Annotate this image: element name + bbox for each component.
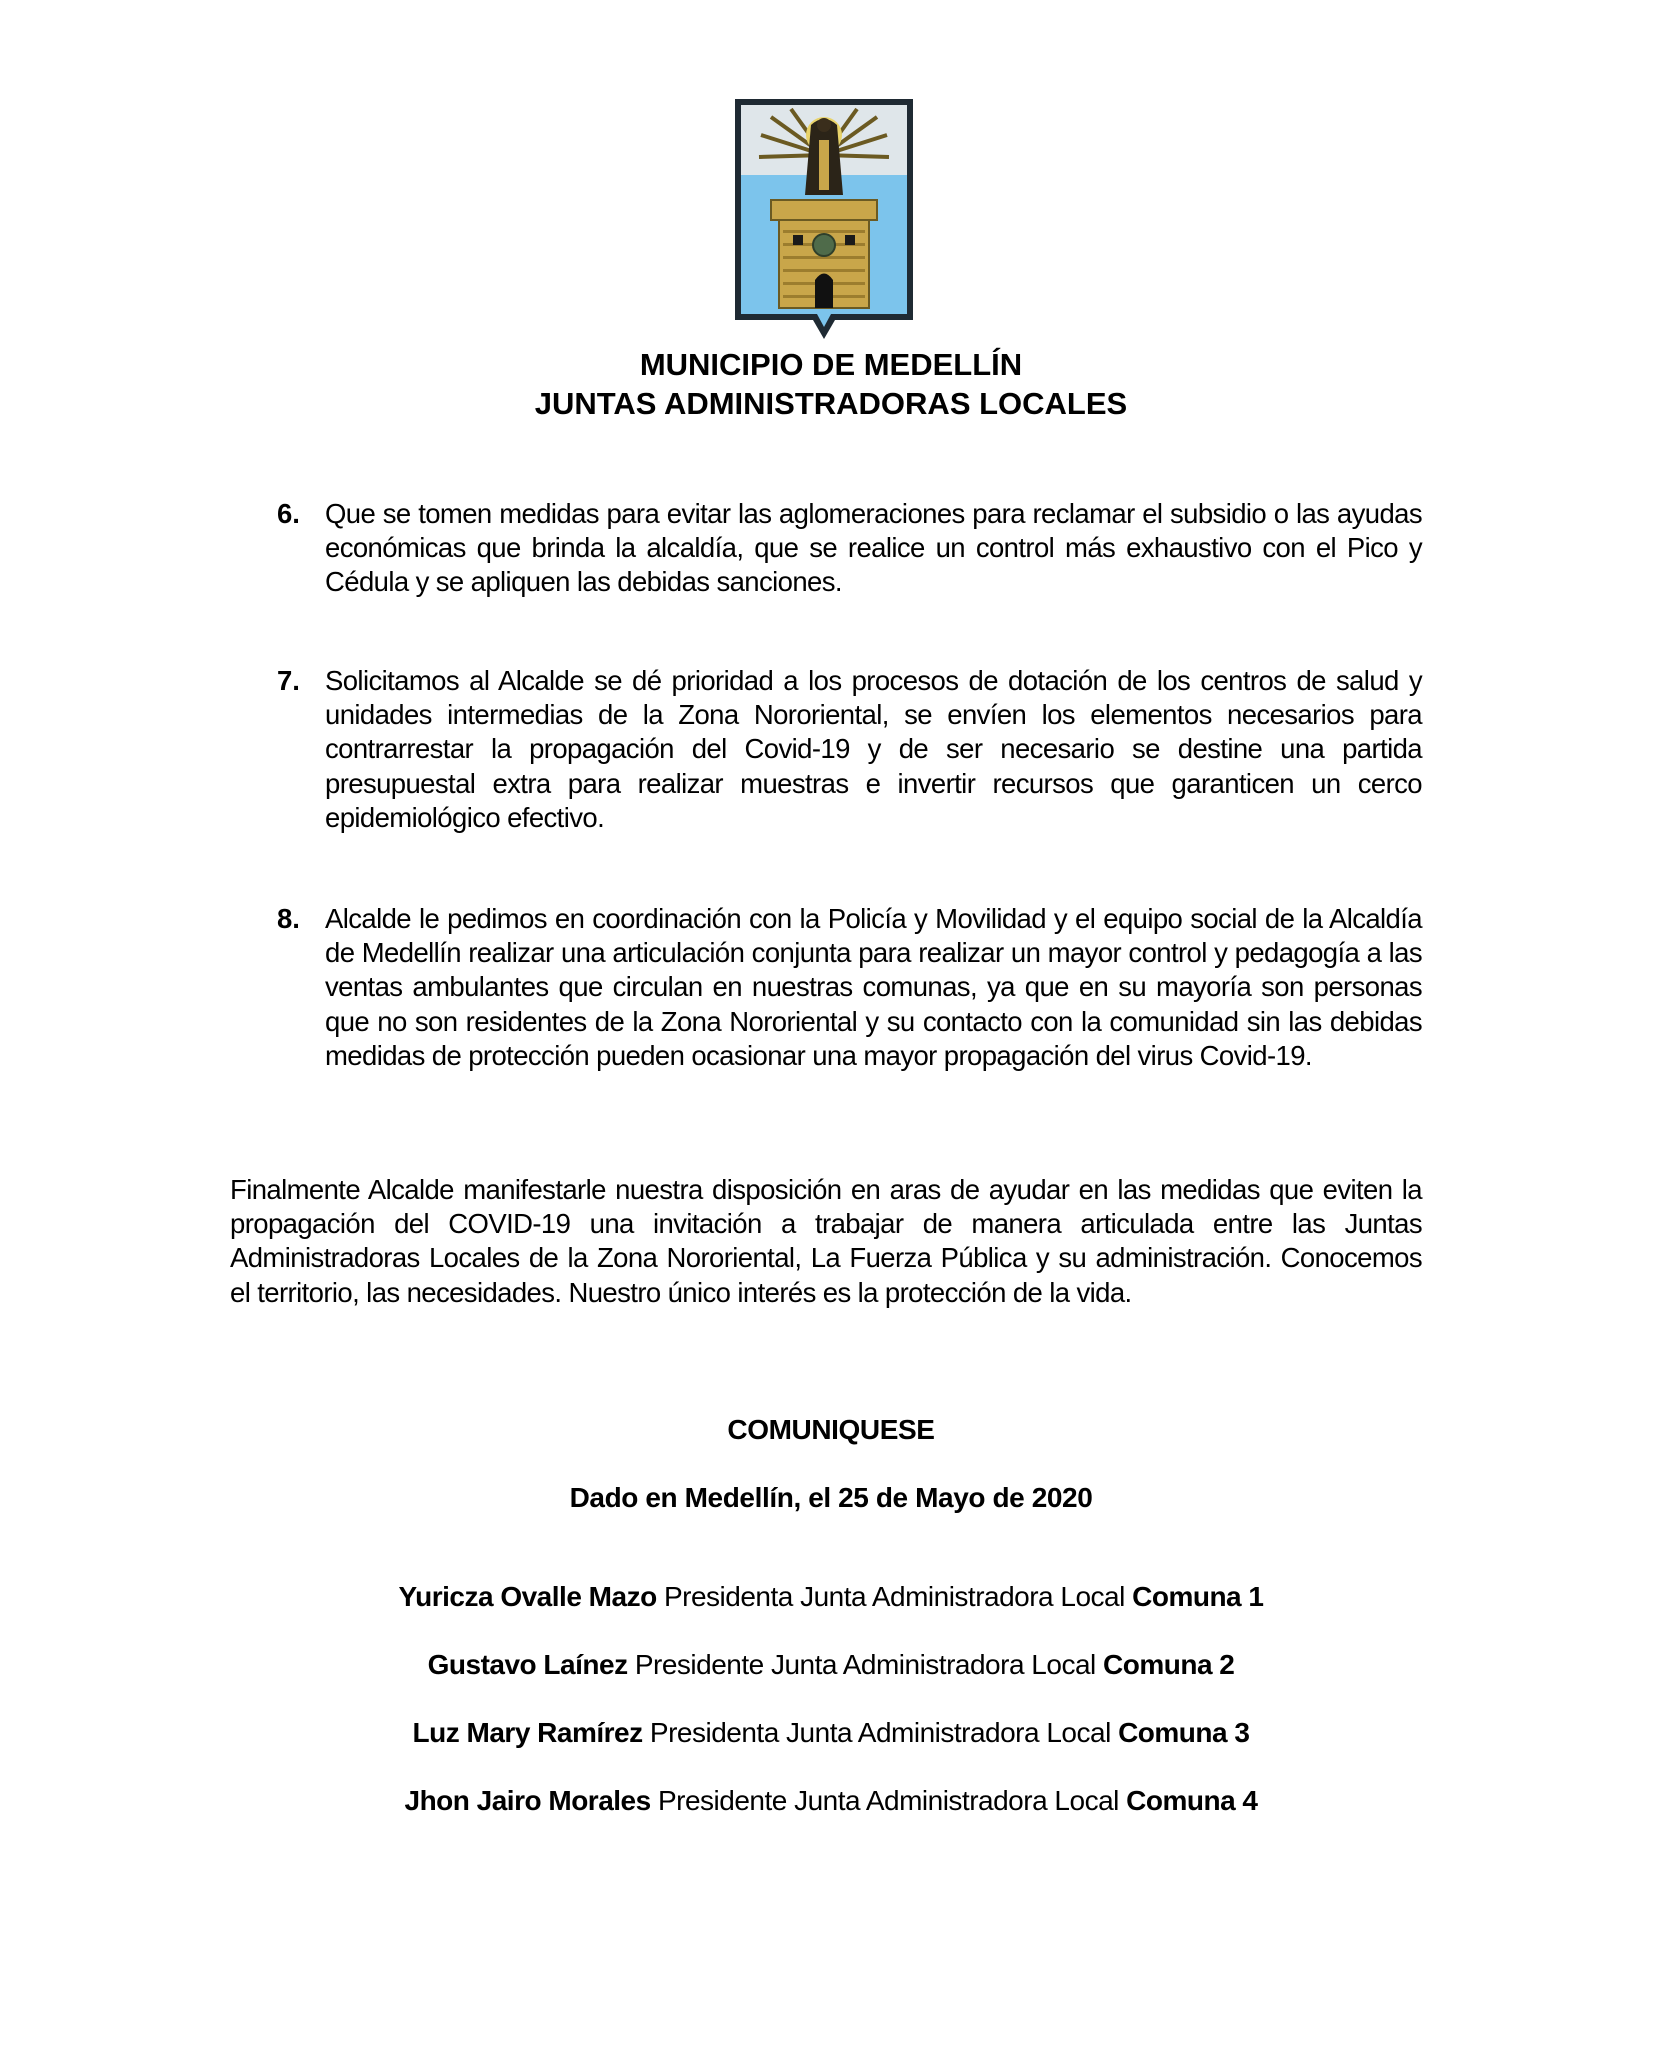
item-number: 6.: [277, 498, 300, 529]
signatory-2: [0, 1648, 1662, 1682]
signatory-comuna: Comuna 2: [1103, 1649, 1235, 1680]
header-municipality: MUNICIPIO DE MEDELLÍN: [639, 347, 1023, 382]
signatory-role: Presidente Junta Administradora Local: [657, 1785, 1119, 1816]
signatory-comuna: Comuna 4: [1126, 1785, 1258, 1816]
signatory-name: Yuricza Ovalle Mazo: [398, 1581, 657, 1612]
signatory-name: Jhon Jairo Morales: [404, 1785, 651, 1816]
signatory-name: Gustavo Laínez: [427, 1649, 628, 1680]
signatory-role: Presidenta Junta Administradora Local: [649, 1717, 1111, 1748]
signatory-comuna: Comuna 3: [1118, 1717, 1250, 1748]
signatory-role: Presidenta Junta Administradora Local: [663, 1581, 1125, 1612]
signatory-comuna: Comuna 1: [1132, 1581, 1264, 1612]
closing-paragraph: Finalmente Alcalde manifestarle nuestra disposición en aras de ayudar en las medidas que eviten la propagación del COVID-19 una invitación a trabajar de manera articulada entre las Juntas Administradoras Locales de la Zona Nororiental, La Fuerza Pública y su administración. Conocemos el territorio, las necesidades. Nuestro único interés es la protección de la vida.: [230, 1174, 1422, 1308]
medellin-coat-of-arms-logo: [731, 95, 917, 345]
coat-of-arms-graphic: [731, 95, 917, 345]
signatory-role: Presidente Junta Administradora Local: [634, 1649, 1096, 1680]
signatory-1: [0, 1580, 1662, 1614]
item-text: Que se tomen medidas para evitar las aglomeraciones para reclamar el subsidio o las ayudas económicas que brinda la alcaldía, que se realice un control más exhaustivo con el Pico y Cédula y se apliquen las debidas sanciones.: [325, 498, 1422, 598]
header-juntas: JUNTAS ADMINISTRADORAS LOCALES: [534, 386, 1128, 421]
signatory-name: Luz Mary Ramírez: [412, 1717, 643, 1748]
comuniquese-heading: COMUNIQUESE: [727, 1414, 935, 1445]
item-number: 8.: [277, 903, 300, 934]
item-text: Solicitamos al Alcalde se dé prioridad a los procesos de dotación de los centros de salud y unidades intermedias de la Zona Nororiental, se envíen los elementos necesarios para contrarrestar la propagación del Covid-19 y de ser necesario se destine una partida presupuestal extra para realizar muestras e invertir recursos que garanticen un cerco epidemiológico efectivo.: [325, 665, 1422, 833]
list-item-7: [277, 664, 1422, 835]
date-line: Dado en Medellín, el 25 de Mayo de 2020: [569, 1482, 1093, 1513]
item-number: 7.: [277, 665, 300, 696]
list-item-8: [277, 902, 1422, 1073]
signatory-3: [0, 1716, 1662, 1750]
item-text: Alcalde le pedimos en coordinación con la Policía y Movilidad y el equipo social de la Alcaldía de Medellín realizar una articulación conjunta para realizar un mayor control y pedagogía a las ventas ambulantes que circulan en nuestras comunas, ya que en su mayoría son personas que no son residentes de la Zona Nororiental y su contacto con la comunidad sin las debidas medidas de protección pueden ocasionar una mayor propagación del virus Covid-19.: [325, 903, 1422, 1071]
list-item-6: [277, 497, 1422, 600]
signatory-4: [0, 1784, 1662, 1818]
